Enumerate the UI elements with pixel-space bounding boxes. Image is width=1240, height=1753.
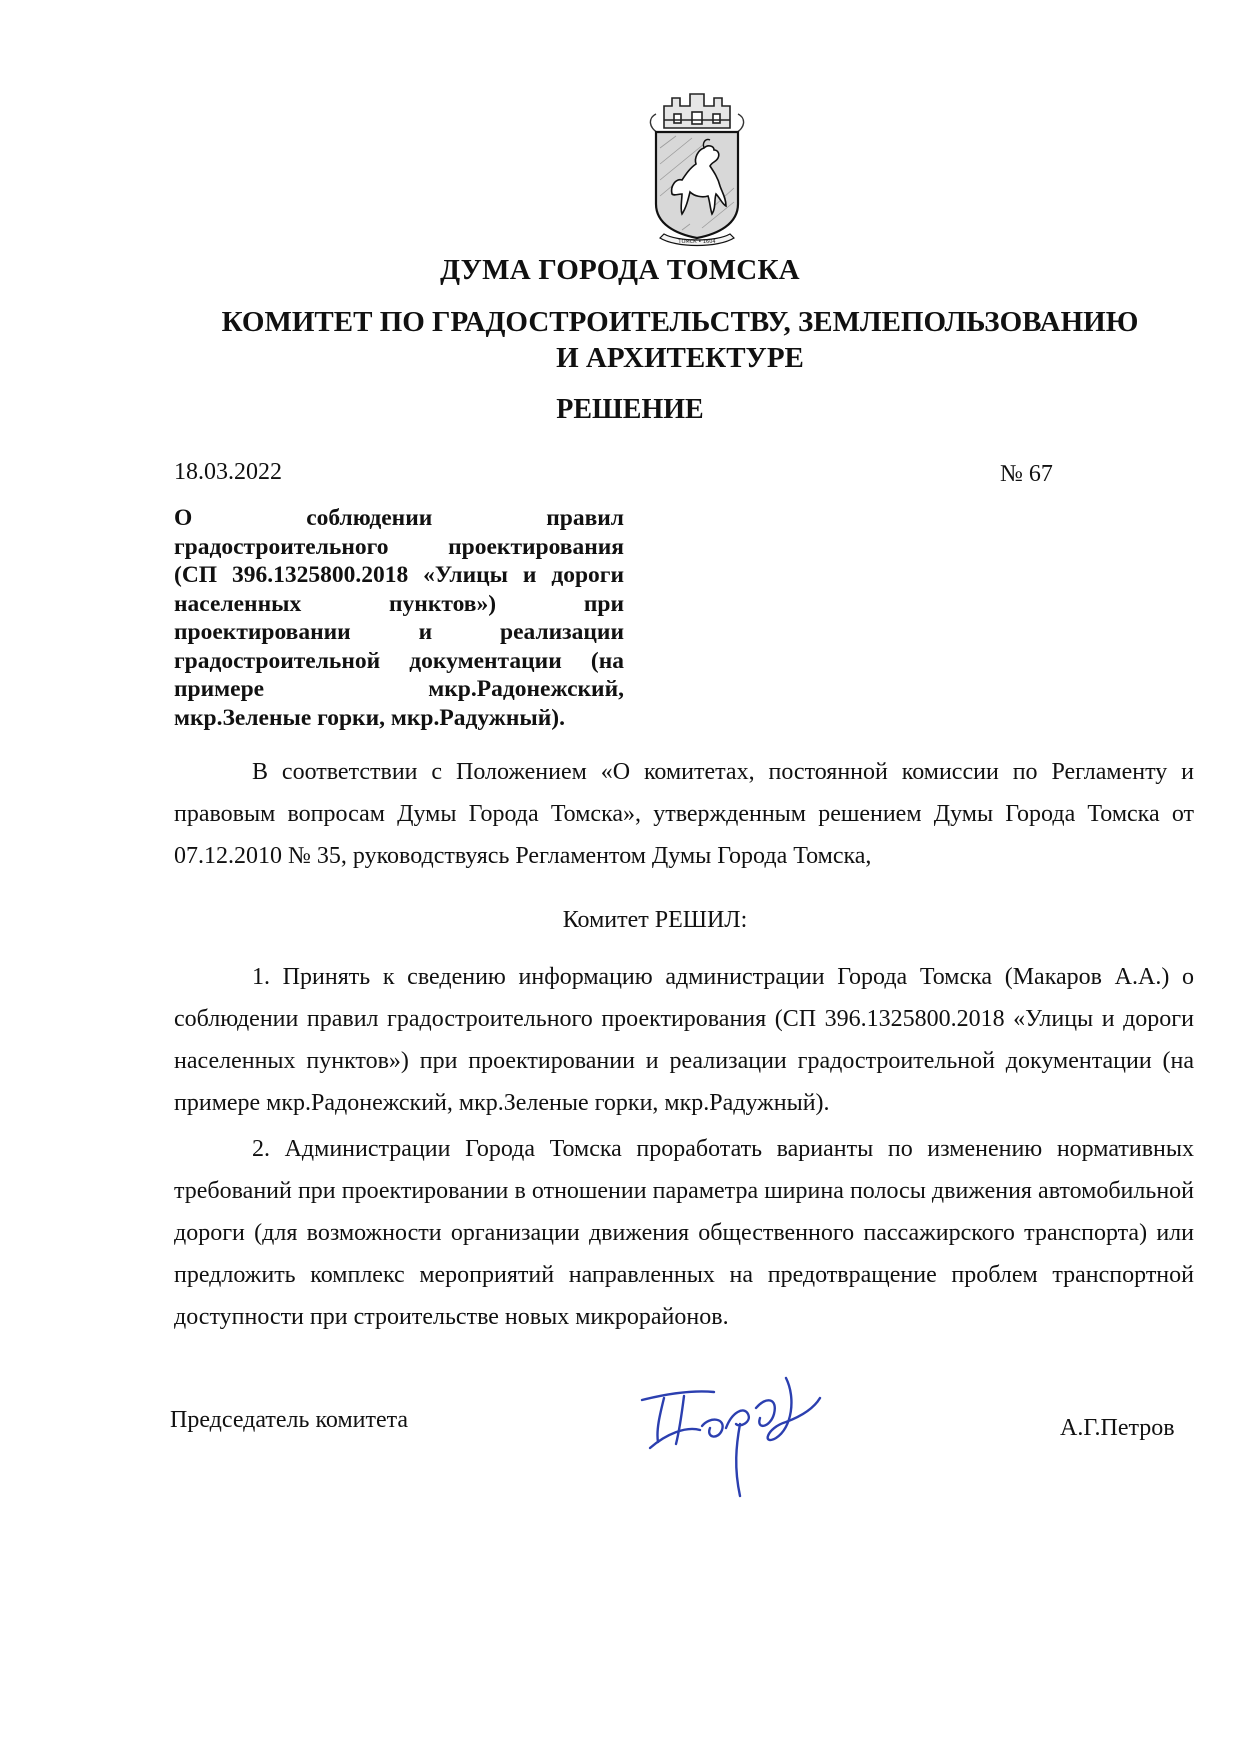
decision-item-1: 1. Принять к сведению информацию администрации Города Томска (Макаров А.А.) о соблюдении правил градостроительного проектирования (СП 396.1325800.2018 «Улицы и дороги населенных пунктов») при проектировании и реализации градостроительной документации (на примере мкр.Радонежский, мкр.Зеленые горки, мкр.Радужный). <box>174 964 1194 1116</box>
organization-title: ДУМА ГОРОДА ТОМСКА <box>440 254 800 286</box>
committee-title-line1: КОМИТЕТ ПО ГРАДОСТРОИТЕЛЬСТВУ, ЗЕМЛЕПОЛЬЗОВАНИЮ <box>221 306 1139 338</box>
document-number: № 67 <box>1000 461 1053 487</box>
document-subject <box>174 504 624 732</box>
subject-line: градостроительного проектирования <box>174 533 624 560</box>
committee-title-line2: И АРХИТЕКТУРЕ <box>556 342 804 374</box>
signatory-name: А.Г.Петров <box>1060 1415 1175 1441</box>
subject-line: градостроительной документации (на <box>174 647 624 674</box>
subject-line: примере мкр.Радонежский, <box>174 676 624 702</box>
document-type-title: РЕШЕНИЕ <box>556 394 704 425</box>
decision-item-2: 2. Администрации Города Томска проработать варианты по изменению нормативных требований при проектировании в отношении параметра ширина полосы движения автомобильной дороги (для возможности организации движения общественного пассажирского транспорта) или предложить комплекс мероприятий направленных на предотвращение проблем транспортной доступности при строительстве новых микрорайонов. <box>174 1136 1194 1330</box>
subject-line: проектировании и реализации <box>174 619 624 645</box>
subject-line: населенных пунктов») при <box>174 590 624 617</box>
emblem-ribbon-text: ТОМСК • 1604 <box>678 239 716 245</box>
subject-line: (СП 396.1325800.2018 «Улицы и дороги <box>174 562 624 588</box>
resolved-heading: Комитет РЕШИЛ: <box>562 907 748 933</box>
handwritten-signature <box>636 1368 826 1503</box>
tomsk-coat-of-arms-icon <box>642 88 752 250</box>
subject-line: мкр.Зеленые горки, мкр.Радужный). <box>174 704 565 731</box>
preamble-paragraph: В соответствии с Положением «О комитетах, постоянной комиссии по Регламенту и правовым вопросам Думы Города Томска», утвержденным решением Думы Города Томска от 07.12.2010 № 35, руководствуясь Регламентом Думы Города Томска, <box>174 759 1194 869</box>
signatory-role: Председатель комитета <box>170 1407 409 1433</box>
committee-title <box>180 304 1180 376</box>
subject-line: О соблюдении правил <box>174 505 624 531</box>
document-date: 18.03.2022 <box>174 459 282 485</box>
